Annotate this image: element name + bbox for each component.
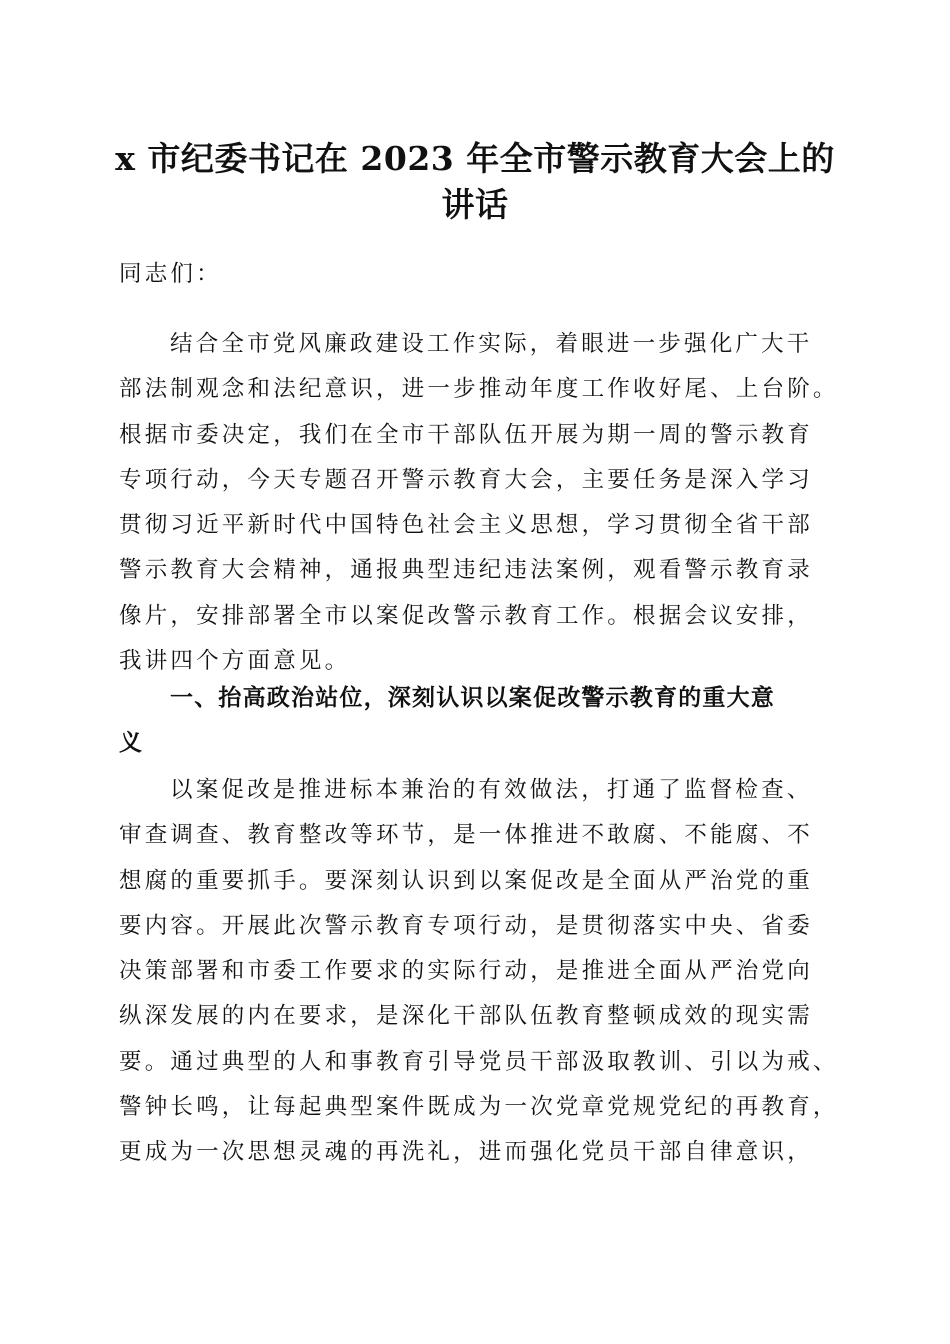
paragraph-line: 决策部署和市委工作要求的实际行动，是推进全面从严治党向 bbox=[119, 958, 813, 985]
paragraph-line: 纵深发展的内在要求，是深化干部队伍教育整顿成效的现实需 bbox=[119, 1003, 813, 1030]
paragraph-intro bbox=[119, 322, 839, 684]
paragraph-line: 要。通过典型的人和事教育引导党员干部汲取教训、引以为戒、 bbox=[119, 1048, 839, 1075]
heading-line: 一、抬高政治站位，深刻认识以案促改警示教育的重大意 bbox=[170, 685, 775, 711]
document-title bbox=[100, 136, 850, 228]
paragraph-line: 审查调查、教育整改等环节，是一体推进不敢腐、不能腐、不 bbox=[119, 822, 813, 849]
heading-line: 义 bbox=[119, 730, 144, 757]
paragraph-line: 部法制观念和法纪意识，进一步推动年度工作收好尾、上台阶。 bbox=[119, 376, 839, 403]
paragraph-line: 像片，安排部署全市以案促改警示教育工作。根据会议安排， bbox=[119, 602, 813, 629]
title-line-2: 讲话 bbox=[441, 185, 509, 224]
paragraph-line: 想腐的重要抓手。要深刻认识到以案促改是全面从严治党的重 bbox=[119, 867, 813, 894]
salutation: 同志们： bbox=[119, 261, 222, 287]
paragraph-line: 贯彻习近平新时代中国特色社会主义思想，学习贯彻全省干部 bbox=[119, 512, 813, 539]
paragraph-line: 以案促改是推进标本兼治的有效做法，打通了监督检查、 bbox=[170, 777, 813, 803]
paragraph-line: 警钟长鸣，让每起典型案件既成为一次党章党规党纪的再教育， bbox=[119, 1094, 839, 1121]
paragraph-line: 根据市委决定，我们在全市干部队伍开展为期一周的警示教育 bbox=[119, 421, 813, 448]
paragraph-line: 警示教育大会精神，通报典型违纪违法案例，观看警示教育录 bbox=[119, 557, 813, 584]
paragraph-line: 要内容。开展此次警示教育专项行动，是贯彻落实中央、省委 bbox=[119, 912, 813, 939]
paragraph-line: 结合全市党风廉政建设工作实际，着眼进一步强化广大干 bbox=[170, 331, 813, 357]
paragraph-line: 专项行动，今天专题召开警示教育大会，主要任务是深入学习 bbox=[119, 466, 813, 493]
paragraph-line: 更成为一次思想灵魂的再洗礼，进而强化党员干部自律意识， bbox=[119, 1139, 813, 1166]
paragraph-line: 我讲四个方面意见。 bbox=[119, 648, 351, 675]
title-line-1: x 市纪委书记在 2023 年全市警示教育大会上的 bbox=[115, 139, 835, 178]
paragraph-section-1 bbox=[119, 768, 839, 1176]
section-heading-1 bbox=[119, 676, 834, 767]
